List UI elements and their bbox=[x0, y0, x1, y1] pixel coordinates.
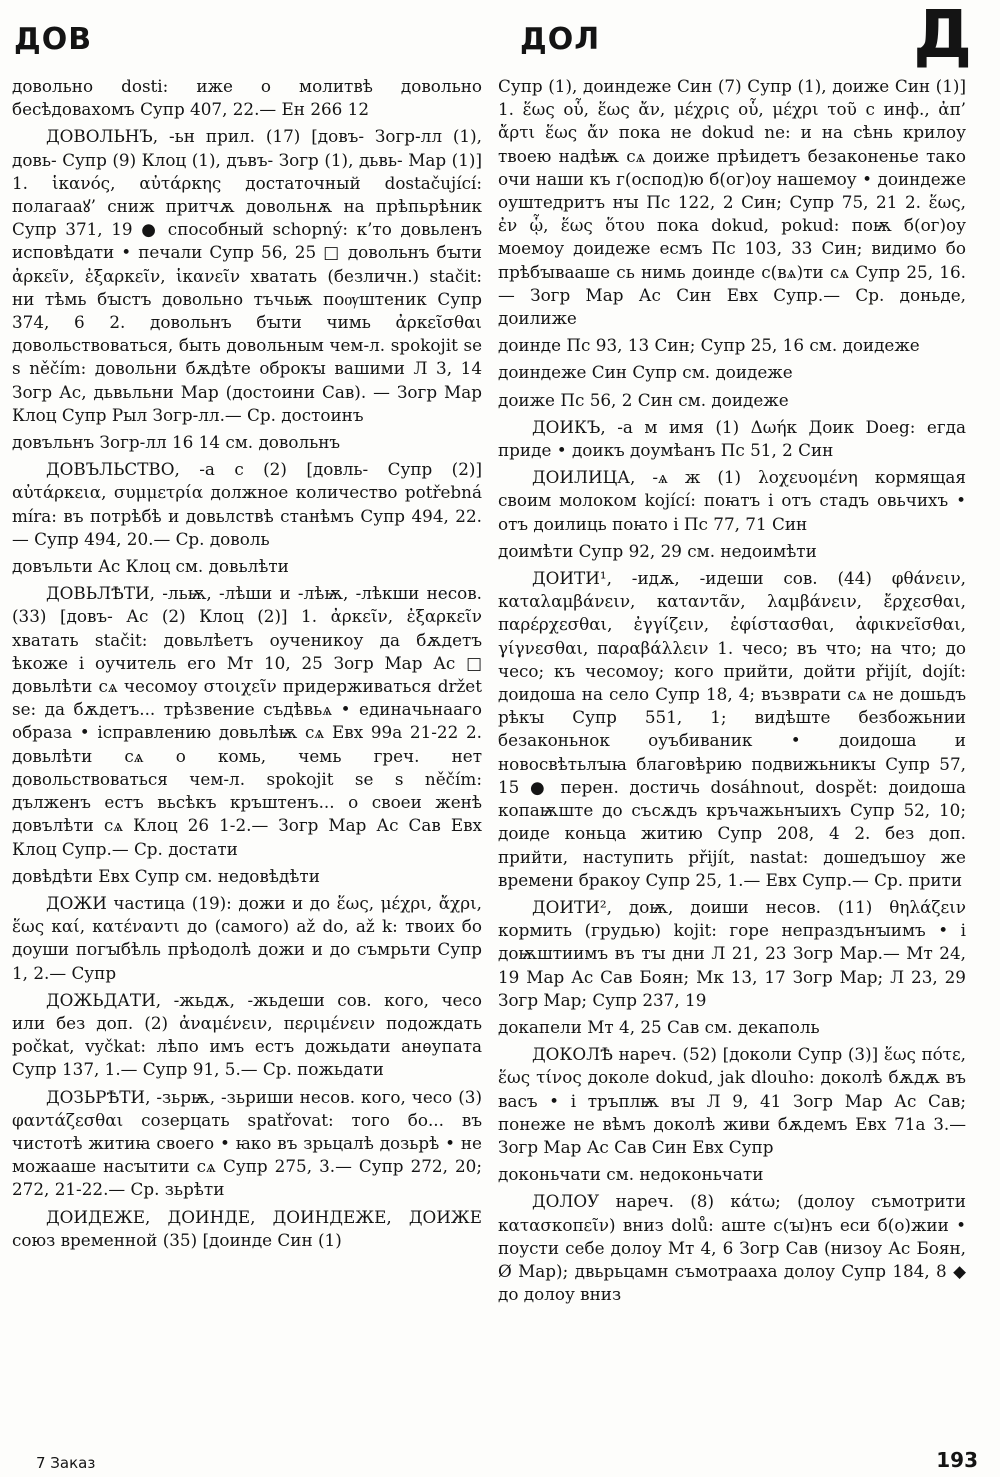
dictionary-entry: ДОИТИ¹, -идѫ, -идеши сов. (44) φθάνειν, καταλαμβάνειν, καταντᾶν, λαμβάνειν, ἔρχεσθαι, παρέρχεσθαι, ἐγγίζειν, ἐφίστασθαι, ἀφικνεῖσθαι, γίγνεσθαι, παραβάλλειν 1. чесо; въ что; на что; до чесо; къ чесомоу; кого прийти, дойти přijít, dojít: доидоша на село Супр 18, 4; възврати сѧ не дошьдъ рѣкꙑ Супр 551, 1; видѣште безбожьнии безаконьнок оуъбиваник • доидоша и новосвѣтьлꙑꙗ благовѣрию подвижьникꙑ Супр 57, 15 ● перен. достичь dosáhnout, dospět: доидоша копаѭште до съсѫдъ кръчажьнꙑихъ Супр 52, 10; доиде коньца житию Супр 208, 4 2. без доп. прийти, наступить přijít, nastat: дошедъшоу же времени бракоу Супр 25, 1.— Евх Супр.— Ср. прити bbox=[498, 568, 966, 890]
dictionary-entry: ДОЖЬДАТИ, -жьдѫ, -жьдеши сов. кого, чесо или без доп. (2) ἀναμένειν, περιμένειν подождать počkat, vyčkat: лѣпо имъ естъ дожьдати анѳупата Супр 137, 1.— Супр 91, 5.— Ср. пожьдати bbox=[12, 989, 482, 1080]
entry-continuation: довольно dosti: иже о молитвѣ довольно бесѣдовахомъ Супр 407, 22.— Ен 266 12 bbox=[12, 76, 482, 120]
dictionary-entry: ДОЗЬРѢТИ, -зьрѭ, -зьриши несов. кого, чесо (3) φαντάζεσθαι созерцать spatřovat: того бо... въ чистотѣ житиꙗ своего • ꙗко въ зрьцалѣ дозьрѣ • не можааше насꙑтити сѧ Супр 275, 3.— Супр 272, 20; 272, 21-22.— Ср. зьрѣти bbox=[12, 1086, 482, 1200]
cross-reference: доимѣти Супр 92, 29 см. недоимѣти bbox=[498, 540, 817, 561]
dictionary-entry: ДОЛОУ нареч. (8) κάτω; (долоу съмотрити κατασκοπεῖν) вниз dolů: аште с(ꙑ)нъ еси б(о)жии • поусти себе долоу Мт 4, 6 Зогр Сав (низоу Ас Боян, Ø Мар); двьрьцамн съмотрааха долоу Супр 184, 8 ◆ до долоу вниз bbox=[498, 1191, 966, 1305]
dictionary-entry: ДОВОЛЬНЪ, -ьн прил. (17) [довъ- Зогр-лл (1), довь- Супр (9) Клоц (1), дъвъ- Зогр (1), дьвь- Мар (1)] 1. ἱκανός, αὐτάρκης достаточный dostačující: полагааꙋ’ сниж притчѫ довольнѫ на прѣпьрѣник Супр 371, 19 ● способный schopný: к’то довьленъ исповѣдати • печали Супр 56, 25 □ довольнъ бꙑти ἀρκεῖν, ἐξαρκεῖν, ἱκανεῖν хватать (безличн.) stačit: ни тѣмь бꙑстъ довольно тъчьѭ поѹштеник Супр 374, 6 2. довольнъ бꙑти чимь ἀρκεῖσθαι довольствоваться, быть довольным чем-л. spokojit se s něčím: довольни бѫдѣте оброкꙑ вашими Л 3, 14 Зогр Ас, дьвьльни Мар (достоини Сав). — Зогр Мар Клоц Супр Рыл Зогр-лл.— Ср. достоинъ bbox=[12, 126, 482, 425]
dictionary-entry: ДОЖИ частица (19): дожи и до ἕως, μέχρι, ἄχρι, ἕως καί, κατέναντι до (самого) až do, až k: твоих бо доуши погꙑбѣль прѣодолѣ дожи и до съмрьти Супр 1, 2.— Супр bbox=[12, 892, 482, 983]
dictionary-entry: ДОИТИ², доѭ, доиши несов. (11) θηλάζειν кормить (грудью) kojit: горе непраздънꙑимъ • і доѭштиимъ въ тꙑ дни Л 21, 23 Зогр Мар.— Мт 24, 19 Мар Ас Сав Боян; Мк 13, 17 Зогр Мар; Л 23, 29 Зогр Мар; Супр 237, 19 bbox=[498, 896, 966, 1010]
cross-reference: довъльти Ас Клоц см. довьлѣти bbox=[12, 556, 289, 577]
cross-reference: доинде Пс 93, 13 Син; Супр 25, 16 см. доидеже bbox=[498, 335, 920, 356]
cross-reference: доиндеже Син Супр см. доидеже bbox=[498, 362, 793, 383]
printer-signature: 7 Заказ bbox=[36, 1454, 96, 1472]
section-letter: Д bbox=[913, 0, 972, 73]
dictionary-entry: ДОИЛИЦА, -ѧ ж (1) λοχευομένη кормящая своим молоком kojící: поꙗтъ і отъ стадъ овьчихъ • отъ доилиць поꙗто і Пс 77, 71 Син bbox=[498, 467, 966, 534]
page-number: 193 bbox=[936, 1448, 978, 1472]
cross-reference: докапели Мт 4, 25 Сав см. декаполь bbox=[498, 1016, 820, 1037]
dictionary-entry: ДОИДЕЖЕ, ДОИНДЕ, ДОИНДЕЖЕ, ДОИЖЕ союз временной (35) [доиндe Син (1) bbox=[12, 1206, 482, 1250]
left-column bbox=[12, 75, 482, 1440]
dictionary-entry: ДОКОЛѢ нареч. (52) [доколи Супр (3)] ἕως πότε, ἕως τίνος доколе dokud, jak dlouho: доколѣ бѫдѫ въ васъ • і тръплѭ вꙑ Л 9, 41 Зогр Мар Ас Сав; понеже не вѣмъ доколѣ живи бѫдемъ Евх 71а 3.— Зогр Мар Ас Сав Син Евх Супр bbox=[498, 1044, 966, 1157]
running-head-middle: ДОЛ bbox=[520, 22, 601, 57]
cross-reference: доконьчати см. недоконьчати bbox=[498, 1164, 764, 1185]
running-head-left: ДОВ bbox=[14, 22, 93, 57]
dictionary-entry: ДОИКЪ, -а м имя (1) Δωήκ Доик Doeg: егда приде • доикъ доумѣанъ Пс 51, 2 Син bbox=[498, 416, 966, 461]
dictionary-entry: ДОВЬЛѢТИ, -льѭ, -лѣши и -лѣѭ, -лѣкши несов. (33) [довъ- Ас (2) Клоц (2)] 1. ἀρκεῖν, ἐξαρκεῖν хватать stačit: довьлѣетъ оученикоу да бѫдетъ ѣкоже і оучитель его Мт 10, 25 Зогр Мар Ас □ довьлѣти сѧ чесомоу στοιχεῖν придерживаться držet se: да бѫдетъ... трѣзвение съдѣвьѧ • единачьнааго образа • іспpавлению довьлѣѭ сѧ Евх 99а 21-22 2. довьлѣти сѧ о комь, чемь греч. нет довольствоваться чем-л. spokojit se s něčím: дълженъ естъ вьсѣкъ кръштенъ... о своеи женѣ довълѣти сѧ Клоц 26 1-2.— Зогр Мар Ас Сав Евх Клоц Супр.— Ср. достати bbox=[12, 583, 482, 859]
dictionary-entry: ДОВЪЛЬСТВО, -а с (2) [довль- Супр (2)] αὐτάρκεια, συμμετρία должное количество potřebná míra: въ потрѣбѣ и довьлствѣ станѣмъ Супр 494, 22.— Супр 494, 20.— Ср. доволь bbox=[12, 459, 482, 549]
entry-continuation: Супр (1), доиндеже Син (7) Супр (1), доиже Син (1)] 1. ἕως οὗ, ἕως ἄν, μέχρις οὗ, μέχρι τοῦ с инф., ἀπ’ ἄρτι ἕως ἄν пока не dokud ne: и на сѣнь крилоу твоею надѣѭ сѧ доиже прѣидетъ безаконенье тако очи наши къ г(оспод)ю б(ог)оу нашемоу • доиндеже оуштедритъ нꙑ Пс 122, 2 Син; Супр 75, 21 2. ἕως, ἐν ᾧ, ἕως ὅτου пока dokud, pokud: поѭ б(ог)оу моемоу доидеже есмъ Пс 103, 33 Син; видимо бо прѣбꙑвааше сь нимь доиндe с(вѧ)ти сѧ Супр 25, 16.— Зогр Мар Ас Син Евх Супр.— Ср. доньде, доилиже bbox=[498, 76, 966, 329]
right-column bbox=[498, 75, 966, 1440]
cross-reference: довѣдѣти Евх Супр см. недовѣдѣти bbox=[12, 865, 320, 886]
cross-reference: довъльнъ Зогр-лл 16 14 см. довольнъ bbox=[12, 432, 341, 453]
cross-reference: доиже Пс 56, 2 Син см. доидеже bbox=[498, 389, 789, 410]
